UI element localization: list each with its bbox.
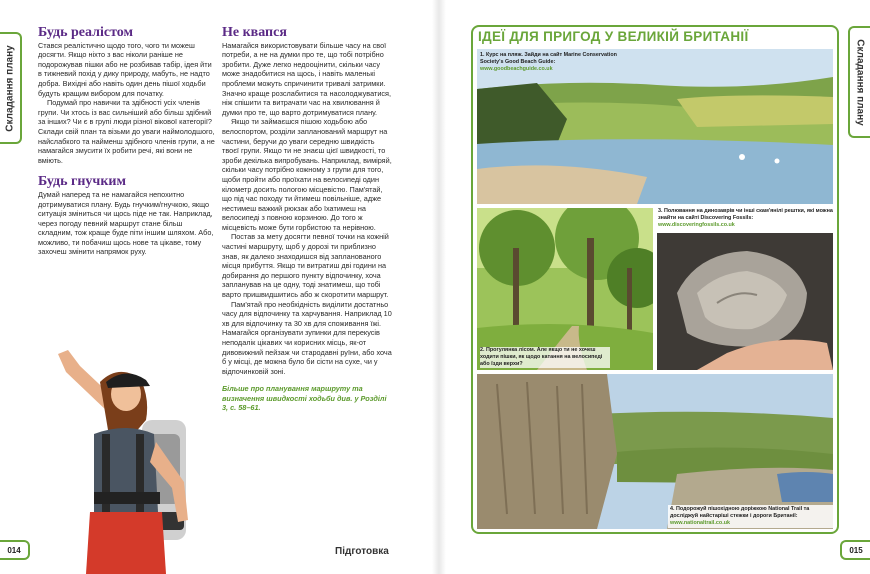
caption-2-text: 2. Прогулянка лісом. Але якщо ти не хочеш ходити пішки, як щодо катання на велосипеді або їзди верхи? — [480, 347, 603, 367]
caption-1 — [480, 52, 630, 73]
paragraph: Пам'ятай про необхідність виділити достатньо часу для відпочинку та харчування. Наприклад 10 хв для відпочинку та 30 хв для споживання їжі. Намагайся організувати зупинки для перекусів неподалік цікавих чи корисних місць, як-от дивовижний пейзаж чи стародавні руїни, або хоча б у місці, де можна було би сісти на сухе, чи у відпочинковій зоні. — [222, 299, 392, 376]
caption-4 — [668, 505, 833, 528]
left-column-2 — [222, 25, 392, 413]
caption-4-text: 4. Подорожуй пішохідною доріжкою National Trail та досліджуй найстаріші стежки і дороги Британії: — [670, 506, 810, 519]
paragraph: Думай наперед та не намагайся непохитно дотримуватися плану. Будь гнучким/гнучкою, якщо ситуація зміниться чи щось піде не так. Наприклад, через погоду певний маршрут стане більш складним, тож краще буде піти іншим шляхом. Або, можливо, ти побачиш щось нове та цікаве, тому захочеш змінити напрямок руху. — [38, 189, 214, 257]
side-tab-left — [0, 32, 22, 144]
photo-fossil — [657, 233, 833, 370]
paragraph: Постав за мету досягти певної точки на кожній частині маршруту, щоб у дорозі ти приблизно знав, як далеко знаходишся від запланованого місця прибуття. Якщо ти витратиш дві години на добирання до першого пункту відпочинку, хоча запланував на це одну, тоді знатимеш, що тобі варто пришвидшитись або ж скоротити маршрут. — [222, 232, 389, 300]
photo-woodland — [477, 208, 653, 370]
heading-be-realistic: Будь реалістом — [38, 25, 134, 40]
heading-dont-rush: Не квапся — [222, 25, 287, 40]
paragraph: Подумай про навички та здібності усіх членів групи. Чи хтось із вас сильніший або більш здібний за інших? Чи є в групі люди різної вікової категорії? Склади свій план та візьми до уваги наймолодшого, найслабкого та найменш здібного членів групи, а не намагайся змусити їх робити речі, які вони не вміють. — [38, 98, 215, 165]
paragraph: Якщо ти займаєшся пішою ходьбою або велоспортом, розділи запланований маршрут на частини, беручи до уваги середню швидкість твоєї групи. Якщо ти не знаєш цієї швидкості, то зроби декілька випробувань. Наприклад, виміряй, скільки часу потрібно кожному з групи для того, щоби пройти або проїхати на велосипеді один кілометр досить пологою місцевістю. Пам'ятай, що під час походу ти йтимеш повільніше, адже нестимеш важкий рюкзак або їхатимеш на велосипеді з повною корзиною. До того ж місцевість може бути горбистою та нерівною. — [222, 117, 392, 232]
caption-3 — [658, 208, 833, 229]
caption-1-text: 1. Курс на пляж. Зайди на сайт Marine Conservation Society's Good Beach Guide: — [480, 52, 617, 65]
paragraph: Стався реалістично щодо того, чого ти можеш досягти. Якщо ніхто з вас ніколи раніше не подорожував пішки або не розбивав табір, ідея йти в тижневий похід у дику природу, мабуть, не надто добра. Вихідні або навіть один день пішої ходьби будуть кращим вибором для початку. — [38, 40, 212, 98]
caption-1-link[interactable]: www.goodbeachguide.co.uk — [480, 66, 553, 72]
side-tab-left-label: Складання плану — [4, 44, 16, 132]
panel-title: ІДЕЇ ДЛЯ ПРИГОД У ВЕЛИКІЙ БРИТАНІЇ — [478, 29, 749, 44]
page-number-right: 015 — [840, 540, 870, 560]
cross-reference-note: Більше про планування маршруту та визначення швидкості ходьби див. у Розділі 3, с. 58–61. — [222, 384, 387, 413]
footer-section-title: Підготовка — [335, 546, 389, 557]
side-tab-right-label: Складання плану — [854, 38, 866, 126]
caption-3-text: 3. Полювання на динозаврів чи інші скам'янілі рештки, які можна знайти на сайті Discovering Fossils: — [658, 208, 833, 221]
book-gutter — [432, 0, 446, 574]
caption-3-link[interactable]: www.discoveringfossils.co.uk — [658, 222, 735, 228]
paragraph: Намагайся використовувати більше часу на свої потреби, а не на думки про те, що тобі потрібно зробити. Дуже легко недооцінити, скільки часу може знадобитися на щось, і навіть маленькі проблеми можуть спричинити тривалі затримки. Значно краще розслабитися та насолоджуватися, ніж спішити та витрачати час на хвилювання й думки про те, що варто дотримуватися плану. — [222, 40, 392, 117]
heading-be-flexible: Будь гнучким — [38, 174, 126, 190]
caption-4-link[interactable]: www.nationaltrail.co.uk — [670, 520, 731, 526]
caption-2 — [480, 347, 610, 368]
left-column-1 — [38, 25, 216, 257]
side-tab-right — [848, 26, 870, 138]
hiker-photo — [38, 342, 218, 574]
page-number-left: 014 — [0, 540, 30, 560]
